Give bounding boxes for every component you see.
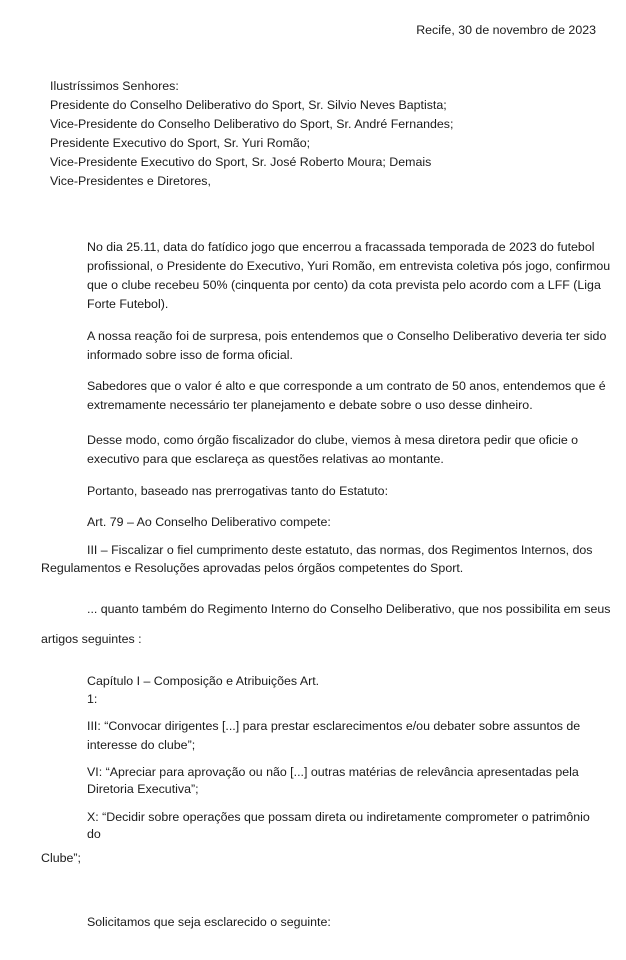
text-line: Diretoria Executiva”; bbox=[87, 782, 199, 796]
article-79-heading: Art. 79 – Ao Conselho Deliberativo compete: bbox=[87, 515, 331, 529]
text-line: ... quanto também do Regimento Interno do Conselho Deliberativo, que nos possibilita em seus bbox=[87, 602, 611, 616]
text-line: A nossa reação foi de surpresa, pois entendemos que o Conselho Deliberativo deveria ter sido bbox=[87, 329, 607, 343]
address-line: Vice-Presidentes e Diretores, bbox=[50, 174, 211, 188]
text-line: Regulamentos e Resoluções aprovadas pelos órgãos competentes do Sport. bbox=[41, 561, 464, 575]
text-line: extremamente necessário ter planejamento e debate sobre o uso desse dinheiro. bbox=[87, 398, 533, 412]
text-line: Capítulo I – Composição e Atribuições Art. bbox=[87, 674, 320, 688]
address-line: Vice-Presidente Executivo do Sport, Sr. José Roberto Moura; Demais bbox=[50, 155, 432, 169]
text-line: Clube”; bbox=[41, 851, 81, 865]
text-line: Forte Futebol). bbox=[87, 297, 169, 311]
salutation: Ilustríssimos Senhores: bbox=[50, 79, 179, 93]
address-line: Vice-Presidente do Conselho Deliberativo do Sport, Sr. André Fernandes; bbox=[50, 117, 454, 131]
text-line: executivo para que esclareça as questões relativas ao montante. bbox=[87, 452, 444, 466]
text-line: No dia 25.11, data do fatídico jogo que encerrou a fracassada temporada de 2023 do futebol bbox=[87, 240, 595, 254]
text-line: VI: “Apreciar para aprovação ou não [...] outras matérias de relevância apresentadas pela bbox=[87, 765, 579, 779]
address-line: Presidente Executivo do Sport, Sr. Yuri Romão; bbox=[50, 136, 311, 150]
text-line: do bbox=[87, 827, 101, 841]
text-line: artigos seguintes : bbox=[41, 632, 142, 646]
text-line: 1: bbox=[87, 692, 98, 706]
text-line: que o clube recebeu 50% (cinquenta por cento) da cota prevista pelo acordo com a LFF (Liga bbox=[87, 278, 601, 292]
text-line: Desse modo, como órgão fiscalizador do clube, viemos à mesa diretora pedir que oficie o bbox=[87, 433, 579, 447]
paragraph-statute-intro: Portanto, baseado nas prerrogativas tanto do Estatuto: bbox=[87, 484, 389, 498]
date-line: Recife, 30 de novembro de 2023 bbox=[416, 23, 596, 37]
closing-request: Solicitamos que seja esclarecido o seguinte: bbox=[87, 915, 331, 929]
text-line: Sabedores que o valor é alto e que corresponde a um contrato de 50 anos, entendemos que é bbox=[87, 379, 606, 393]
address-line: Presidente do Conselho Deliberativo do Sport, Sr. Silvio Neves Baptista; bbox=[50, 98, 447, 112]
text-line: III – Fiscalizar o fiel cumprimento deste estatuto, das normas, dos Regimentos Internos, dos bbox=[87, 543, 593, 557]
text-line: X: “Decidir sobre operações que possam direta ou indiretamente comprometer o patrimônio bbox=[87, 810, 590, 824]
text-line: III: “Convocar dirigentes [...] para prestar esclarecimentos e/ou debater sobre assuntos de bbox=[87, 719, 581, 733]
text-line: interesse do clube”; bbox=[87, 738, 196, 752]
text-line: informado sobre isso de forma oficial. bbox=[87, 348, 293, 362]
text-line: profissional, o Presidente do Executivo, Yuri Romão, em entrevista coletiva pós jogo, confirmou bbox=[87, 259, 611, 273]
